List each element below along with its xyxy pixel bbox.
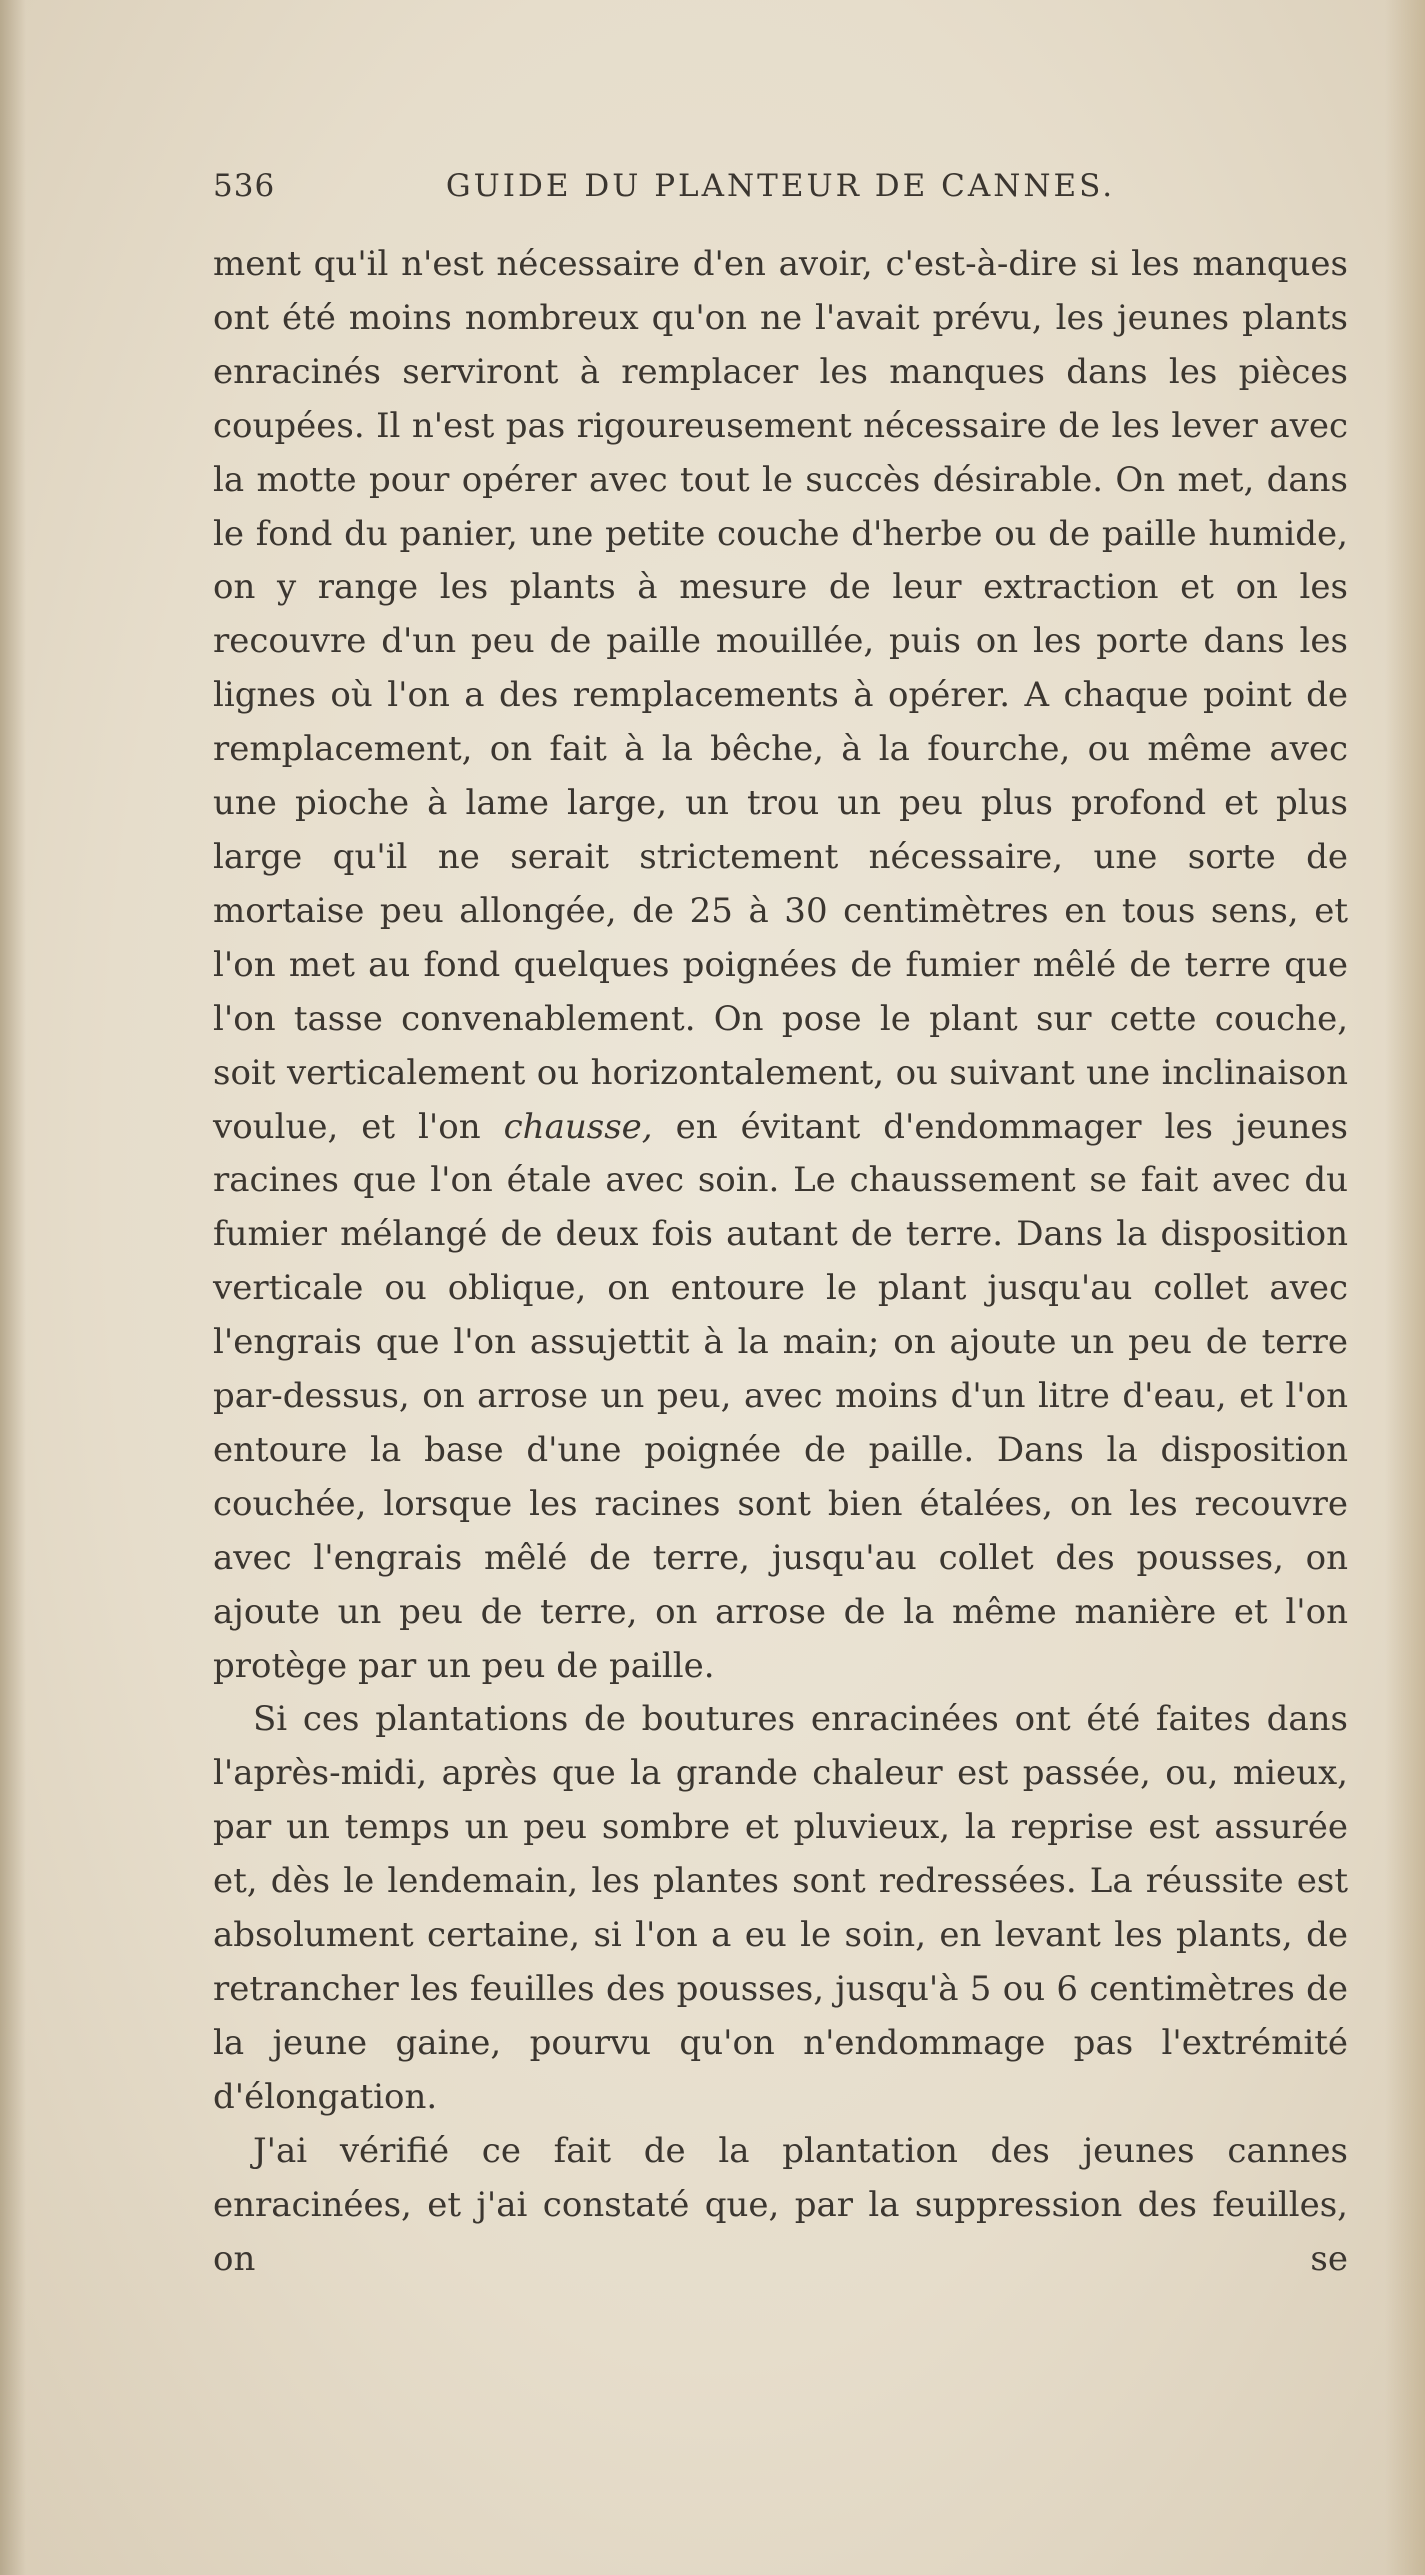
paragraph-1-text-before: ment qu'il n'est nécessaire d'en avoir, c'est-à-dire si les manques ont été moins nombreux qu'on ne l'avait prévu, les jeunes plants enracinés serviront à remplacer les manques dans les pièces coupées. Il n'est pas rigoureusement nécessaire de les lever avec la motte pour opérer avec tout le succès désirable. On met, dans le fond du panier, une petite couche d'herbe ou de paille humide, on y range les plants à mesure de leur extraction et on les recouvre d'un peu de paille mouillée, puis on les porte dans les lignes où l'on a des remplacements à opérer. A chaque point de remplacement, on fait à la bêche, à la fourche, ou même avec une pioche à lame large, un trou un peu plus profond et plus large qu'il ne serait strictement nécessaire, une sorte de mortaise peu allongée, de 25 à 30 centimètres en tous sens, et l'on met au fond quelques poignées de fumier mêlé de terre que l'on tasse convenablement. On pose le plant sur cette couche, soit verticalement ou horizontalement, ou suivant une inclinaison voulue, et l'on [213,244,1348,1147]
paragraph-3: J'ai vérifié ce fait de la plantation des jeunes cannes enracinées, et j'ai constaté que, par la suppression des feuilles, on se [213,2130,1348,2279]
page-number: 536 [213,168,276,204]
paragraph-1-text-after: en évitant d'endommager les jeunes racines que l'on étale avec soin. Le chaussement se fait avec du fumier mélangé de deux fois autant de terre. Dans la disposition verticale ou oblique, on entoure le plant jusqu'au collet avec l'engrais que l'on assujettit à la main; on ajoute un peu de terre par-dessus, on arrose un peu, avec moins d'un litre d'eau, et l'on entoure la base d'une poignée de paille. Dans la disposition couchée, lorsque les racines sont bien étalées, on les recouvre avec l'engrais mêlé de terre, jusqu'au collet des pousses, on ajoute un peu de terre, on arrose de la même manière et l'on protège par un peu de paille. [213,1106,1348,1686]
paragraph-2: Si ces plantations de boutures enracinées ont été faites dans l'après-midi, après que la grande chaleur est passée, ou, mieux, par un temps un peu sombre et pluvieux, la reprise est assurée et, dès le lendemain, les plantes sont redressées. La réussite est absolument certaine, si l'on a eu le soin, en levant les plants, de retrancher les feuilles des pousses, jusqu'à 5 ou 6 centimètres de la jeune gaine, pourvu qu'on n'endommage pas l'extrémité d'élongation. [213,1699,1348,2117]
paragraph-1 [213,238,1348,1693]
page-title: GUIDE DU PLANTEUR DE CANNES. [445,168,1116,204]
page-right-edge-shadow [1385,0,1425,2575]
page-left-edge-shadow [0,0,26,2575]
body-text [213,238,1348,2286]
running-head [213,168,1348,214]
emphasis-chausse: chausse, [503,1106,653,1147]
